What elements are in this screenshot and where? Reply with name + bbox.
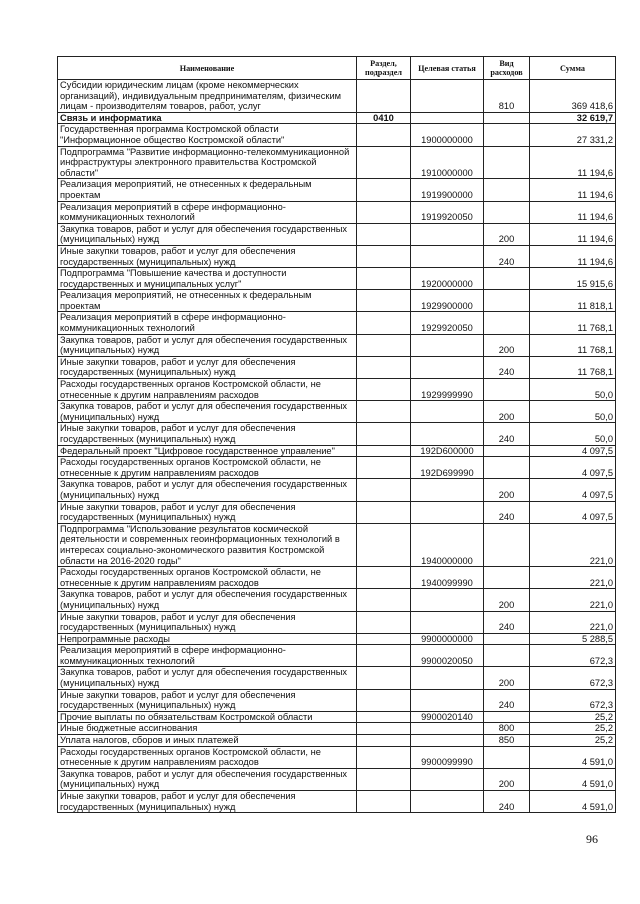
cell-target: 1910000000 bbox=[411, 146, 484, 179]
cell-target bbox=[411, 401, 484, 423]
cell-section bbox=[357, 423, 411, 445]
cell-section bbox=[357, 768, 411, 790]
cell-name: Реализация мероприятий в сфере информационно-коммуникационных технологий bbox=[58, 201, 357, 223]
cell-name: Закупка товаров, работ и услуг для обеспечения государственных (муниципальных) нужд bbox=[58, 768, 357, 790]
table-row bbox=[58, 334, 616, 356]
cell-section bbox=[357, 791, 411, 813]
cell-name: Закупка товаров, работ и услуг для обеспечения государственных (муниципальных) нужд bbox=[58, 479, 357, 501]
cell-type: 240 bbox=[484, 423, 530, 445]
cell-type: 200 bbox=[484, 334, 530, 356]
cell-section bbox=[357, 356, 411, 378]
cell-sum: 4 591,0 bbox=[530, 791, 616, 813]
cell-name: Реализация мероприятий в сфере информационно-коммуникационных технологий bbox=[58, 312, 357, 334]
budget-table bbox=[57, 56, 616, 813]
cell-sum: 4 097,5 bbox=[530, 501, 616, 523]
cell-type bbox=[484, 268, 530, 290]
table-row bbox=[58, 711, 616, 723]
cell-name: Закупка товаров, работ и услуг для обеспечения государственных (муниципальных) нужд bbox=[58, 589, 357, 611]
cell-type bbox=[484, 290, 530, 312]
cell-target: 1929900000 bbox=[411, 290, 484, 312]
table-row bbox=[58, 223, 616, 245]
cell-name: Закупка товаров, работ и услуг для обеспечения государственных (муниципальных) нужд bbox=[58, 334, 357, 356]
table-row bbox=[58, 746, 616, 768]
cell-section bbox=[357, 611, 411, 633]
table-row bbox=[58, 445, 616, 457]
header-target: Целевая статья bbox=[411, 57, 484, 80]
cell-target bbox=[411, 791, 484, 813]
table-row bbox=[58, 791, 616, 813]
cell-target bbox=[411, 735, 484, 747]
cell-target: 1929920050 bbox=[411, 312, 484, 334]
cell-sum: 672,3 bbox=[530, 645, 616, 667]
table-row bbox=[58, 523, 616, 566]
cell-section bbox=[357, 245, 411, 267]
cell-section bbox=[357, 445, 411, 457]
cell-sum: 50,0 bbox=[530, 423, 616, 445]
cell-sum: 4 097,5 bbox=[530, 479, 616, 501]
cell-name: Расходы государственных органов Костромской области, не отнесенные к другим направлениям расходов bbox=[58, 567, 357, 589]
cell-target: 1940000000 bbox=[411, 523, 484, 566]
cell-section bbox=[357, 457, 411, 479]
table-header-row bbox=[58, 57, 616, 80]
cell-type bbox=[484, 523, 530, 566]
cell-name: Иные закупки товаров, работ и услуг для обеспечения государственных (муниципальных) нужд bbox=[58, 356, 357, 378]
header-section: Раздел, подраздел bbox=[357, 57, 411, 80]
table-row bbox=[58, 423, 616, 445]
cell-name: Иные закупки товаров, работ и услуг для обеспечения государственных (муниципальных) нужд bbox=[58, 689, 357, 711]
cell-section bbox=[357, 334, 411, 356]
cell-type bbox=[484, 201, 530, 223]
cell-sum: 4 591,0 bbox=[530, 768, 616, 790]
table-row bbox=[58, 457, 616, 479]
cell-section bbox=[357, 223, 411, 245]
cell-section bbox=[357, 290, 411, 312]
cell-name: Иные закупки товаров, работ и услуг для обеспечения государственных (муниципальных) нужд bbox=[58, 245, 357, 267]
cell-type: 850 bbox=[484, 735, 530, 747]
cell-target: 9900020050 bbox=[411, 645, 484, 667]
cell-name: Субсидии юридическим лицам (кроме некоммерческих организаций), индивидуальным предпринимателям, физическим лицам - производителям товаров, работ, услуг bbox=[58, 80, 357, 113]
cell-target: 1920000000 bbox=[411, 268, 484, 290]
page-number: 96 bbox=[586, 832, 598, 846]
cell-type: 240 bbox=[484, 356, 530, 378]
cell-sum: 11 818,1 bbox=[530, 290, 616, 312]
cell-target: 1900000000 bbox=[411, 124, 484, 146]
cell-name: Непрограммные расходы bbox=[58, 633, 357, 645]
cell-section bbox=[357, 124, 411, 146]
table-row bbox=[58, 401, 616, 423]
table-row bbox=[58, 268, 616, 290]
table-row bbox=[58, 479, 616, 501]
cell-type: 810 bbox=[484, 80, 530, 113]
cell-sum: 369 418,6 bbox=[530, 80, 616, 113]
cell-target bbox=[411, 723, 484, 735]
cell-target bbox=[411, 689, 484, 711]
cell-sum: 11 194,6 bbox=[530, 146, 616, 179]
cell-name: Закупка товаров, работ и услуг для обеспечения государственных (муниципальных) нужд bbox=[58, 401, 357, 423]
cell-name: Расходы государственных органов Костромской области, не отнесенные к другим направлениям расходов bbox=[58, 379, 357, 401]
cell-section bbox=[357, 589, 411, 611]
cell-sum: 221,0 bbox=[530, 589, 616, 611]
cell-target bbox=[411, 611, 484, 633]
cell-type bbox=[484, 146, 530, 179]
cell-section bbox=[357, 312, 411, 334]
cell-target: 9900020140 bbox=[411, 711, 484, 723]
cell-section bbox=[357, 567, 411, 589]
cell-section bbox=[357, 633, 411, 645]
cell-sum: 25,2 bbox=[530, 711, 616, 723]
cell-target: 1919900000 bbox=[411, 179, 484, 201]
table-row bbox=[58, 245, 616, 267]
cell-target bbox=[411, 423, 484, 445]
cell-target bbox=[411, 223, 484, 245]
table-row bbox=[58, 589, 616, 611]
cell-target: 1919920050 bbox=[411, 201, 484, 223]
cell-sum: 4 097,5 bbox=[530, 457, 616, 479]
cell-target bbox=[411, 667, 484, 689]
cell-target: 9900099990 bbox=[411, 746, 484, 768]
cell-target bbox=[411, 112, 484, 124]
cell-target bbox=[411, 245, 484, 267]
cell-name: Расходы государственных органов Костромской области, не отнесенные к другим направлениям расходов bbox=[58, 746, 357, 768]
cell-type: 200 bbox=[484, 401, 530, 423]
table-row bbox=[58, 356, 616, 378]
cell-sum: 221,0 bbox=[530, 567, 616, 589]
cell-sum: 11 768,1 bbox=[530, 334, 616, 356]
cell-section bbox=[357, 645, 411, 667]
cell-name: Расходы государственных органов Костромской области, не отнесенные к другим направлениям расходов bbox=[58, 457, 357, 479]
cell-section bbox=[357, 723, 411, 735]
cell-target bbox=[411, 768, 484, 790]
cell-target: 192D600000 bbox=[411, 445, 484, 457]
cell-section: 0410 bbox=[357, 112, 411, 124]
cell-target: 1940099990 bbox=[411, 567, 484, 589]
cell-section bbox=[357, 735, 411, 747]
table-row bbox=[58, 179, 616, 201]
cell-section bbox=[357, 379, 411, 401]
cell-sum: 11 194,6 bbox=[530, 245, 616, 267]
cell-name: Государственная программа Костромской области "Информационное общество Костромской области" bbox=[58, 124, 357, 146]
cell-name: Реализация мероприятий, не отнесенных к федеральным проектам bbox=[58, 179, 357, 201]
cell-name: Реализация мероприятий, не отнесенных к федеральным проектам bbox=[58, 290, 357, 312]
cell-type bbox=[484, 633, 530, 645]
cell-target: 9900000000 bbox=[411, 633, 484, 645]
table-row bbox=[58, 80, 616, 113]
cell-type bbox=[484, 746, 530, 768]
cell-type: 240 bbox=[484, 501, 530, 523]
table-body bbox=[58, 80, 616, 813]
cell-section bbox=[357, 479, 411, 501]
cell-sum: 27 331,2 bbox=[530, 124, 616, 146]
cell-type: 240 bbox=[484, 791, 530, 813]
cell-sum: 25,2 bbox=[530, 723, 616, 735]
cell-section bbox=[357, 201, 411, 223]
header-sum: Сумма bbox=[530, 57, 616, 80]
cell-name: Иные закупки товаров, работ и услуг для обеспечения государственных (муниципальных) нужд bbox=[58, 501, 357, 523]
cell-type bbox=[484, 711, 530, 723]
cell-type bbox=[484, 379, 530, 401]
table-row bbox=[58, 689, 616, 711]
budget-table-container bbox=[57, 56, 615, 813]
cell-sum: 4 097,5 bbox=[530, 445, 616, 457]
header-name: Наименование bbox=[58, 57, 357, 80]
cell-type bbox=[484, 112, 530, 124]
cell-name: Федеральный проект "Цифровое государственное управление" bbox=[58, 445, 357, 457]
cell-name: Закупка товаров, работ и услуг для обеспечения государственных (муниципальных) нужд bbox=[58, 667, 357, 689]
cell-name: Подпрограмма "Развитие информационно-телекоммуникационной инфраструктуры электронного правительства Костромской области" bbox=[58, 146, 357, 179]
cell-name: Реализация мероприятий в сфере информационно-коммуникационных технологий bbox=[58, 645, 357, 667]
cell-target: 192D699990 bbox=[411, 457, 484, 479]
cell-type bbox=[484, 179, 530, 201]
cell-target bbox=[411, 479, 484, 501]
cell-section bbox=[357, 523, 411, 566]
cell-type: 240 bbox=[484, 611, 530, 633]
cell-name: Иные закупки товаров, работ и услуг для обеспечения государственных (муниципальных) нужд bbox=[58, 423, 357, 445]
cell-sum: 11 194,6 bbox=[530, 179, 616, 201]
cell-section bbox=[357, 268, 411, 290]
table-row bbox=[58, 146, 616, 179]
cell-section bbox=[357, 746, 411, 768]
cell-type bbox=[484, 645, 530, 667]
cell-section bbox=[357, 501, 411, 523]
cell-type bbox=[484, 457, 530, 479]
table-row bbox=[58, 633, 616, 645]
cell-sum: 11 768,1 bbox=[530, 356, 616, 378]
table-row bbox=[58, 201, 616, 223]
cell-type: 800 bbox=[484, 723, 530, 735]
table-row bbox=[58, 312, 616, 334]
cell-sum: 32 619,7 bbox=[530, 112, 616, 124]
cell-sum: 5 288,5 bbox=[530, 633, 616, 645]
cell-target bbox=[411, 501, 484, 523]
cell-type: 200 bbox=[484, 667, 530, 689]
cell-type: 200 bbox=[484, 479, 530, 501]
cell-section bbox=[357, 711, 411, 723]
cell-name: Иные закупки товаров, работ и услуг для обеспечения государственных (муниципальных) нужд bbox=[58, 611, 357, 633]
cell-name: Подпрограмма "Использование результатов космической деятельности и современных геоинформационных технологий в интересах социально-экономического развития Костромской области на 2016-2020 годы" bbox=[58, 523, 357, 566]
table-row bbox=[58, 611, 616, 633]
table-row bbox=[58, 645, 616, 667]
cell-type bbox=[484, 445, 530, 457]
table-row bbox=[58, 723, 616, 735]
cell-sum: 672,3 bbox=[530, 689, 616, 711]
cell-sum: 4 591,0 bbox=[530, 746, 616, 768]
table-row bbox=[58, 290, 616, 312]
cell-type: 200 bbox=[484, 768, 530, 790]
table-row bbox=[58, 112, 616, 124]
cell-sum: 11 194,6 bbox=[530, 201, 616, 223]
cell-sum: 11 194,6 bbox=[530, 223, 616, 245]
table-row bbox=[58, 124, 616, 146]
cell-sum: 11 768,1 bbox=[530, 312, 616, 334]
cell-section bbox=[357, 80, 411, 113]
cell-type bbox=[484, 312, 530, 334]
cell-section bbox=[357, 667, 411, 689]
cell-sum: 15 915,6 bbox=[530, 268, 616, 290]
table-row bbox=[58, 567, 616, 589]
cell-target bbox=[411, 589, 484, 611]
cell-name: Связь и информатика bbox=[58, 112, 357, 124]
cell-name: Подпрограмма "Повышение качества и доступности государственных и муниципальных услуг" bbox=[58, 268, 357, 290]
cell-sum: 25,2 bbox=[530, 735, 616, 747]
table-row bbox=[58, 768, 616, 790]
cell-name: Иные закупки товаров, работ и услуг для обеспечения государственных (муниципальных) нужд bbox=[58, 791, 357, 813]
cell-name: Уплата налогов, сборов и иных платежей bbox=[58, 735, 357, 747]
cell-target bbox=[411, 80, 484, 113]
cell-target bbox=[411, 356, 484, 378]
cell-sum: 50,0 bbox=[530, 401, 616, 423]
cell-type: 240 bbox=[484, 245, 530, 267]
cell-section bbox=[357, 689, 411, 711]
header-type: Вид расходов bbox=[484, 57, 530, 80]
table-row bbox=[58, 667, 616, 689]
cell-sum: 672,3 bbox=[530, 667, 616, 689]
cell-section bbox=[357, 401, 411, 423]
cell-sum: 221,0 bbox=[530, 523, 616, 566]
cell-name: Закупка товаров, работ и услуг для обеспечения государственных (муниципальных) нужд bbox=[58, 223, 357, 245]
table-row bbox=[58, 379, 616, 401]
cell-type: 200 bbox=[484, 223, 530, 245]
table-row bbox=[58, 501, 616, 523]
cell-name: Прочие выплаты по обязательствам Костромской области bbox=[58, 711, 357, 723]
cell-section bbox=[357, 179, 411, 201]
cell-section bbox=[357, 146, 411, 179]
table-row bbox=[58, 735, 616, 747]
cell-sum: 221,0 bbox=[530, 611, 616, 633]
cell-target bbox=[411, 334, 484, 356]
cell-type bbox=[484, 124, 530, 146]
cell-target: 1929999990 bbox=[411, 379, 484, 401]
cell-sum: 50,0 bbox=[530, 379, 616, 401]
cell-type: 240 bbox=[484, 689, 530, 711]
cell-name: Иные бюджетные ассигнования bbox=[58, 723, 357, 735]
cell-type bbox=[484, 567, 530, 589]
cell-type: 200 bbox=[484, 589, 530, 611]
